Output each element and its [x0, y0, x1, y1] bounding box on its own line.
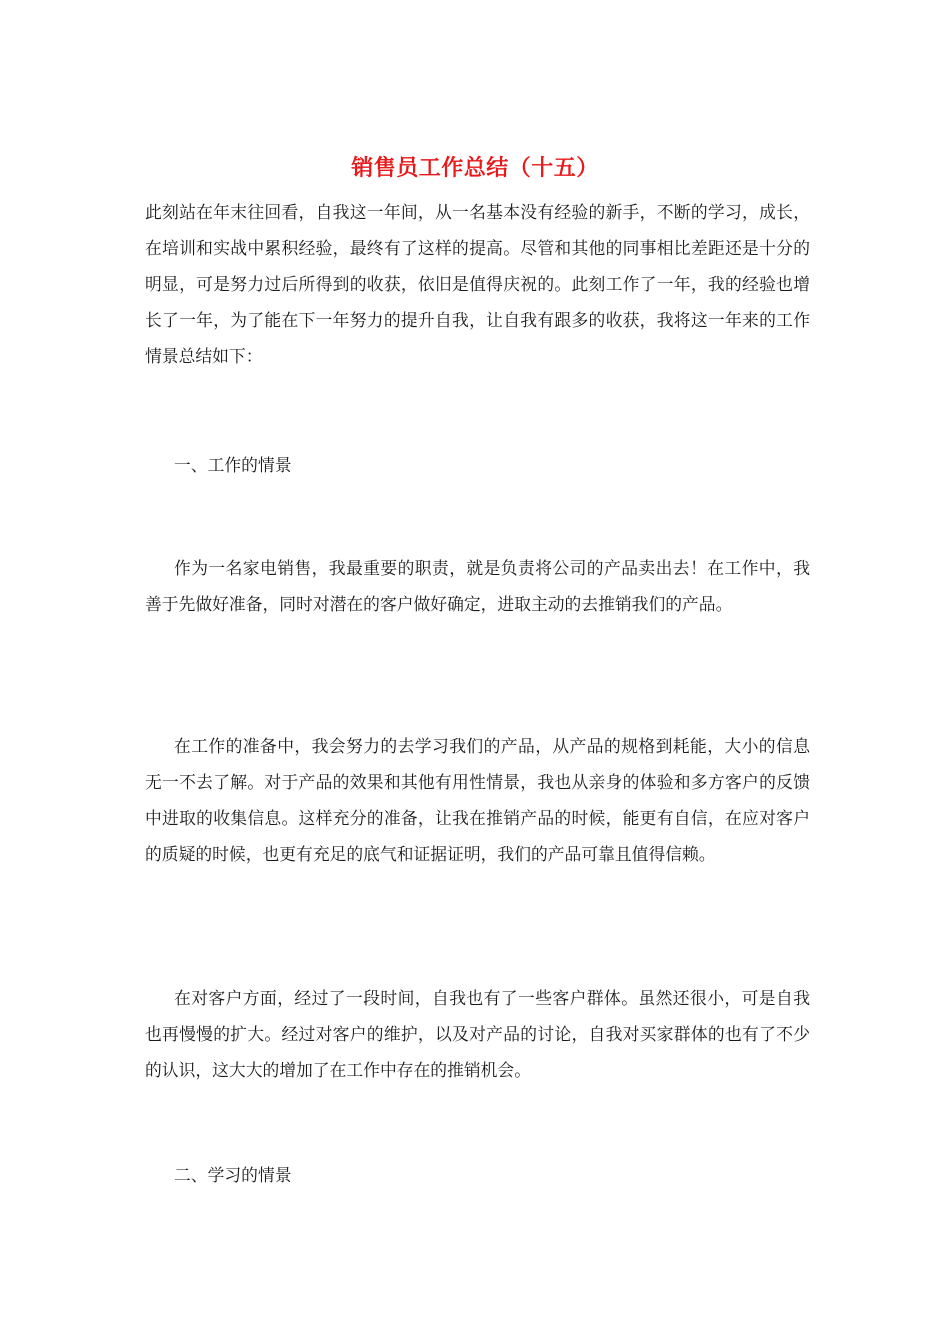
work-paragraph-1: 作为一名家电销售，我最重要的职责，就是负责将公司的产品卖出去！在工作中，我善于先做好准备，同时对潜在的客户做好确定，进取主动的去推销我们的产品。	[145, 558, 810, 614]
document-title: 销售员工作总结（十五）	[351, 155, 599, 181]
section-heading-work: 一、工作的情景	[174, 455, 292, 475]
work-paragraph-3: 在对客户方面，经过了一段时间，自我也有了一些客户群体。虽然还很小，可是自我也再慢慢的扩大。经过对客户的维护，以及对产品的讨论，自我对买家群体的也有了不少的认识，这大大的增加了在工作中存在的推销机会。	[145, 988, 810, 1080]
section-heading-study: 二、学习的情景	[174, 1165, 292, 1185]
intro-paragraph: 此刻站在年末往回看，自我这一年间，从一名基本没有经验的新手，不断的学习，成长，在培训和实战中累积经验，最终有了这样的提高。尽管和其他的同事相比差距还是十分的明显，可是努力过后所得到的收获，依旧是值得庆祝的。此刻工作了一年，我的经验也增长了一年，为了能在下一年努力的提升自我，让自我有跟多的收获，我将这一年来的工作情景总结如下：	[145, 202, 810, 366]
work-paragraph-2: 在工作的准备中，我会努力的去学习我们的产品，从产品的规格到耗能，大小的信息无一不去了解。对于产品的效果和其他有用性情景，我也从亲身的体验和多方客户的反馈中进取的收集信息。这样充分的准备，让我在推销产品的时候，能更有自信，在应对客户的质疑的时候，也更有充足的底气和证据证明，我们的产品可靠且值得信赖。	[145, 736, 810, 864]
